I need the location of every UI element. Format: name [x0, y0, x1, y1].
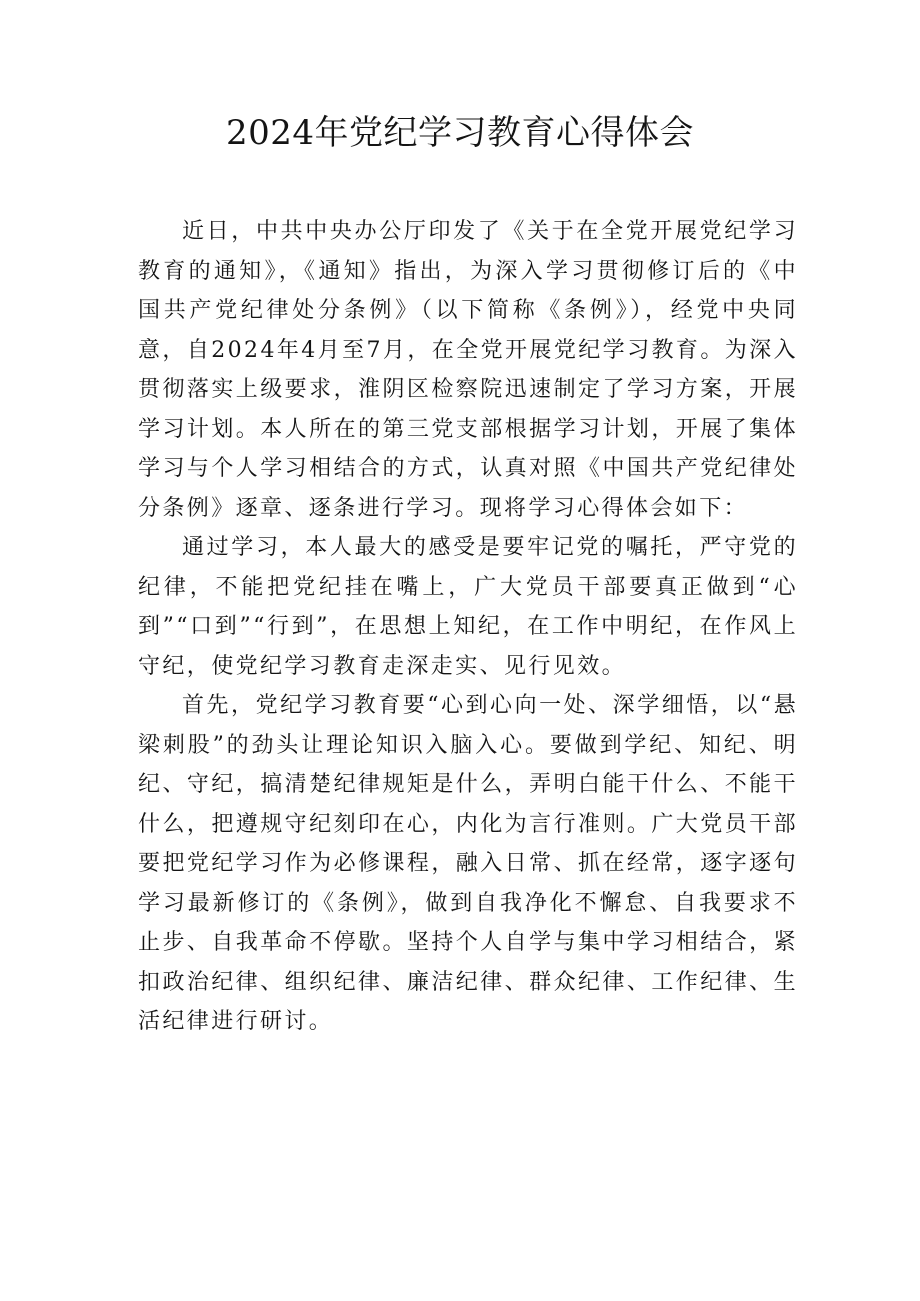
paragraph-intro: 近日，中共中央办公厅印发了《关于在全党开展党纪学习教育的通知》，《通知》指出，为深入学习贯彻修订后的《中国共产党纪律处分条例》（以下简称《条例》），经党中央同意，自2024年4月至7月，在全党开展党纪学习教育。为深入贯彻落实上级要求，淮阴区检察院迅速制定了学习方案，开展学习计划。本人所在的第三党支部根据学习计划，开展了集体学习与个人学习相结合的方式，认真对照《中国共产党纪律处分条例》逐章、逐条进行学习。现将学习心得体会如下：	[138, 219, 798, 521]
paragraph-first-point: 首先，党纪学习教育要“心到心向一处、深学细悟，以“悬梁刺股”的劲头让理论知识入脑入心。要做到学纪、知纪、明纪、守纪，搞清楚纪律规矩是什么，弄明白能干什么、不能干什么，把遵规守纪刻印在心，内化为言行准则。广大党员干部要把党纪学习作为必修课程，融入日常、抓在经常，逐字逐句学习最新修订的《条例》，做到自我净化不懈怠、自我要求不止步、自我革命不停歇。坚持个人自学与集中学习相结合，紧扣政治纪律、组织纪律、廉洁纪律、群众纪律、工作纪律、生活纪律进行研讨。	[138, 693, 798, 1034]
document-body	[138, 212, 798, 1042]
paragraph-feeling: 通过学习，本人最大的感受是要牢记党的嘱托，严守党的纪律，不能把党纪挂在嘴上，广大党员干部要真正做到“心到”“口到”“行到”，在思想上知纪，在工作中明纪，在作风上守纪，使党纪学习教育走深走实、见行见效。	[138, 535, 798, 679]
document-title: 2024年党纪学习教育心得体会	[225, 113, 695, 153]
